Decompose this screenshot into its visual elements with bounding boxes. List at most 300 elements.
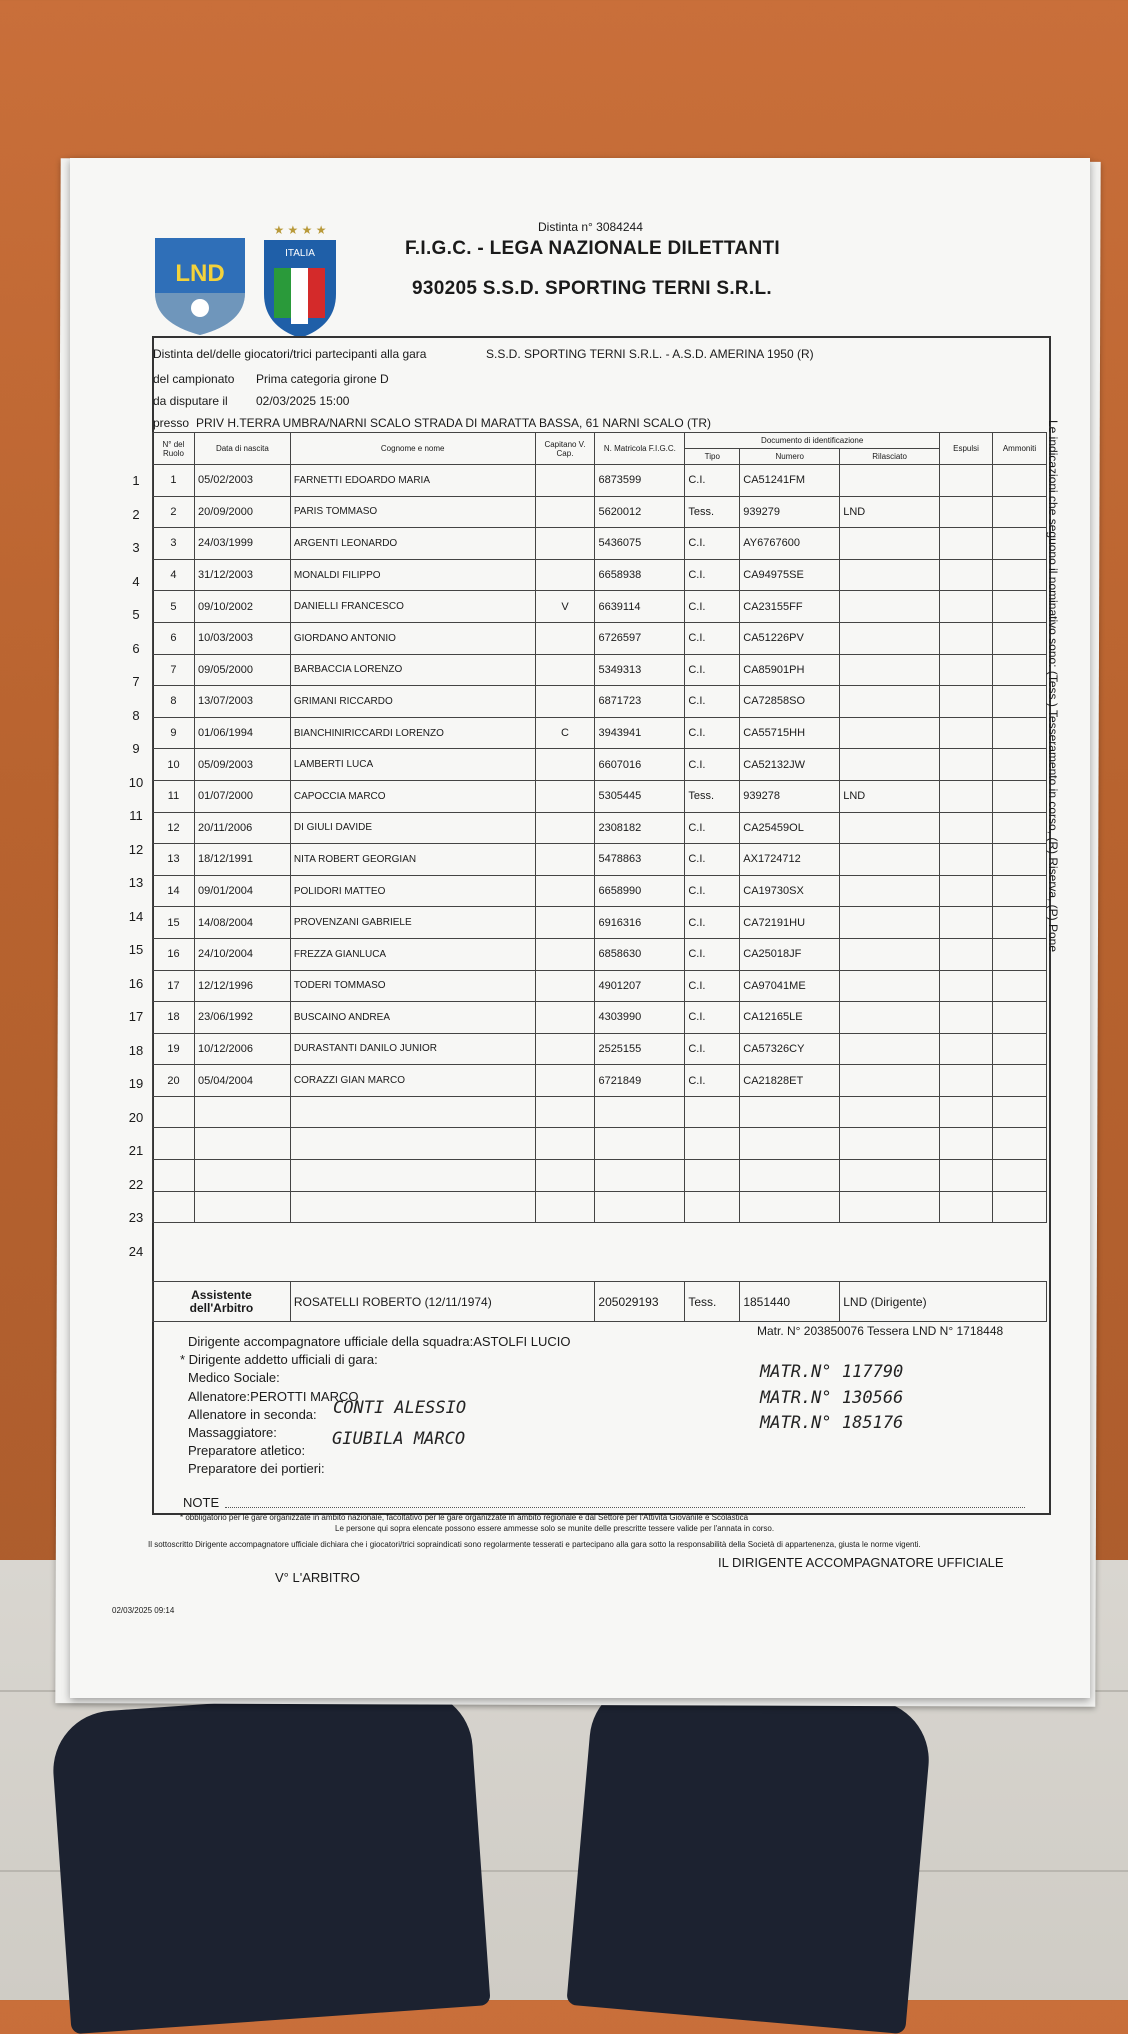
cell-n: 6 (153, 622, 195, 654)
empty-cell (740, 1191, 840, 1223)
col-documento: Documento di identificazione (685, 433, 940, 449)
margin-row-number: 19 (128, 1076, 144, 1091)
players-table (152, 432, 1047, 1223)
cell-birth: 12/12/1996 (194, 970, 290, 1002)
cell-cap (535, 465, 595, 497)
empty-cell (992, 1191, 1046, 1223)
margin-row-number: 5 (132, 607, 140, 622)
table-row (153, 559, 1047, 591)
cell-tipo: C.I. (685, 559, 740, 591)
empty-cell (194, 1096, 290, 1128)
cell-matr: 6639114 (595, 591, 685, 623)
cell-birth: 01/07/2000 (194, 780, 290, 812)
cell-name: CORAZZI GIAN MARCO (290, 1065, 535, 1097)
empty-cell (940, 1191, 993, 1223)
cell-doc: CA23155FF (740, 591, 840, 623)
cell-tipo: C.I. (685, 907, 740, 939)
table-row (153, 1160, 1047, 1192)
cell-cap (535, 528, 595, 560)
cell-tipo: C.I. (685, 1065, 740, 1097)
empty-cell (992, 844, 1046, 876)
empty-cell (685, 1096, 740, 1128)
empty-cell (940, 559, 993, 591)
margin-row-number: 14 (128, 908, 144, 924)
cell-ril (840, 907, 940, 939)
cell-cap (535, 875, 595, 907)
empty-cell (992, 780, 1046, 812)
footnote-1: * obbligatorio per le gare organizzate in ambito nazionale, facoltativo per le gare organizzate in ambito regionale e dal Settore per l'Attività Giovanile e Scolastica (180, 1513, 749, 1522)
cell-cap: C (535, 717, 595, 749)
preparatore-portieri-line: Preparatore dei portieri: (188, 1461, 325, 1476)
cell-birth: 20/11/2006 (194, 812, 290, 844)
cell-birth: 09/05/2000 (194, 654, 290, 686)
cell-name: BUSCAINO ANDREA (290, 1002, 535, 1034)
cell-tipo: C.I. (685, 654, 740, 686)
cell-ril (840, 591, 940, 623)
cell-birth: 10/12/2006 (194, 1033, 290, 1065)
margin-row-number: 16 (128, 975, 144, 991)
empty-cell (940, 1033, 993, 1065)
empty-cell (740, 1160, 840, 1192)
cell-doc: CA52132JW (740, 749, 840, 781)
date-value: 02/03/2025 15:00 (256, 394, 350, 408)
cell-cap: V (535, 591, 595, 623)
cell-birth: 13/07/2003 (194, 686, 290, 718)
empty-cell (940, 717, 993, 749)
margin-row-number: 2 (132, 506, 140, 522)
cell-n: 2 (153, 496, 195, 528)
empty-cell (194, 1160, 290, 1192)
empty-cell (290, 1128, 535, 1160)
note-label: NOTE (183, 1495, 220, 1510)
table-row (153, 591, 1047, 623)
cell-n: 11 (153, 780, 195, 812)
empty-cell (290, 1096, 535, 1128)
empty-cell (992, 528, 1046, 560)
empty-cell (940, 622, 993, 654)
declaration: Il sottoscritto Dirigente accompagnatore ufficiale dichiara che i giocatori/trici sopraindicati sono regolarmente tesserati e partecipano alla gara sotto la responsabilità della Società di appartenenza, giusta le norme vigenti. (148, 1540, 921, 1549)
cell-matr: 4901207 (595, 970, 685, 1002)
empty-cell (595, 1096, 685, 1128)
preparatore-atletico-label: Preparatore atletico: (188, 1443, 306, 1458)
empty-cell (290, 1160, 535, 1192)
margin-row-number: 11 (129, 808, 143, 823)
margin-row-number: 3 (132, 540, 140, 555)
empty-cell (992, 812, 1046, 844)
assistant-matricola: 205029193 (595, 1282, 685, 1322)
cell-doc: 939278 (740, 780, 840, 812)
empty-cell (992, 654, 1046, 686)
cell-name: PROVENZANI GABRIELE (290, 907, 535, 939)
cell-tipo: C.I. (685, 812, 740, 844)
cell-birth: 14/08/2004 (194, 907, 290, 939)
cell-tipo: Tess. (685, 780, 740, 812)
cell-matr: 6916316 (595, 907, 685, 939)
cell-ril (840, 1033, 940, 1065)
cell-n: 5 (153, 591, 195, 623)
empty-cell (740, 1096, 840, 1128)
margin-row-number: 9 (132, 741, 140, 756)
margin-row-number: 13 (128, 875, 144, 890)
table-row (153, 875, 1047, 907)
cell-name: CAPOCCIA MARCO (290, 780, 535, 812)
cell-matr: 6658938 (595, 559, 685, 591)
margin-row-number: 8 (132, 707, 140, 723)
cell-birth: 05/09/2003 (194, 749, 290, 781)
assistant-issued-by: LND (Dirigente) (840, 1282, 1047, 1322)
margin-row-number: 1 (132, 473, 140, 488)
table-row (153, 812, 1047, 844)
distinta-number: Distinta n° 3084244 (538, 220, 643, 234)
cell-name: LAMBERTI LUCA (290, 749, 535, 781)
empty-cell (535, 1160, 595, 1192)
table-row (153, 1128, 1047, 1160)
cell-doc: CA51226PV (740, 622, 840, 654)
empty-cell (940, 528, 993, 560)
cell-cap (535, 970, 595, 1002)
cell-ril (840, 717, 940, 749)
massaggiatore-line: Massaggiatore: (188, 1425, 277, 1440)
empty-cell (290, 1191, 535, 1223)
empty-cell (940, 844, 993, 876)
cell-matr: 5478863 (595, 844, 685, 876)
col-name: Cognome e nome (290, 433, 535, 465)
empty-cell (194, 1128, 290, 1160)
print-timestamp: 02/03/2025 09:14 (112, 1606, 175, 1615)
empty-cell (992, 1096, 1046, 1128)
table-row (153, 907, 1047, 939)
cell-doc: CA55715HH (740, 717, 840, 749)
cell-cap (535, 686, 595, 718)
empty-cell (840, 1160, 940, 1192)
empty-cell (992, 496, 1046, 528)
cell-ril (840, 1002, 940, 1034)
cell-n: 15 (153, 907, 195, 939)
cell-name: ARGENTI LEONARDO (290, 528, 535, 560)
cell-cap (535, 749, 595, 781)
cell-birth: 18/12/1991 (194, 844, 290, 876)
col-ammoniti: Ammoniti (992, 433, 1046, 465)
cell-doc: CA72858SO (740, 686, 840, 718)
figc-italia-logo (260, 222, 340, 345)
margin-row-number: 23 (128, 1210, 144, 1225)
championship-label: del campionato (153, 372, 235, 386)
cell-tipo: Tess. (685, 496, 740, 528)
cell-matr: 6607016 (595, 749, 685, 781)
cell-cap (535, 559, 595, 591)
assistant-row (153, 1282, 1047, 1322)
table-row (153, 970, 1047, 1002)
cell-birth: 09/01/2004 (194, 875, 290, 907)
table-row (153, 938, 1047, 970)
table-row (153, 1065, 1047, 1097)
cell-cap (535, 907, 595, 939)
empty-cell (595, 1191, 685, 1223)
handwritten-matricola-2: MATR.N° 130566 (760, 1388, 904, 1408)
cell-name: POLIDORI MATTEO (290, 875, 535, 907)
cell-ril (840, 938, 940, 970)
side-note: Le indicazioni che seguono il nominativo sono: (Tess.) Tesseramento in corso, (R) Riserva, (P) Pone (1046, 420, 1060, 953)
cell-birth: 20/09/2000 (194, 496, 290, 528)
cell-doc: CA19730SX (740, 875, 840, 907)
table-row (153, 1002, 1047, 1034)
match-label: Distinta del/delle giocatori/trici partecipanti alla gara (153, 347, 427, 361)
cell-doc: CA25459OL (740, 812, 840, 844)
empty-cell (940, 496, 993, 528)
cell-name: FREZZA GIANLUCA (290, 938, 535, 970)
empty-cell (992, 1128, 1046, 1160)
margin-row-number: 4 (132, 573, 140, 589)
empty-cell (940, 465, 993, 497)
col-rilasciato: Rilasciato (840, 449, 940, 465)
empty-cell (535, 1128, 595, 1160)
cell-doc: CA12165LE (740, 1002, 840, 1034)
venue-label: presso (153, 416, 190, 430)
cell-cap (535, 938, 595, 970)
cell-doc: CA21828ET (740, 1065, 840, 1097)
addetto-line: * Dirigente addetto ufficiali di gara: (180, 1352, 378, 1367)
cell-ril (840, 465, 940, 497)
cell-matr: 5436075 (595, 528, 685, 560)
empty-cell (153, 1128, 195, 1160)
cell-tipo: C.I. (685, 938, 740, 970)
table-row (153, 1033, 1047, 1065)
cell-doc: CA25018JF (740, 938, 840, 970)
dirigente-line: Dirigente accompagnatore ufficiale della squadra:ASTOLFI LUCIO (188, 1334, 571, 1349)
empty-cell (595, 1160, 685, 1192)
cell-birth: 05/02/2003 (194, 465, 290, 497)
federation-title: F.I.G.C. - LEGA NAZIONALE DILETTANTI (405, 238, 780, 259)
cell-birth: 31/12/2003 (194, 559, 290, 591)
cell-matr: 6726597 (595, 622, 685, 654)
empty-cell (940, 749, 993, 781)
cell-doc: CA72191HU (740, 907, 840, 939)
cell-name: PARIS TOMMASO (290, 496, 535, 528)
cell-name: TODERI TOMMASO (290, 970, 535, 1002)
cell-matr: 6721849 (595, 1065, 685, 1097)
cell-tipo: C.I. (685, 622, 740, 654)
table-row (153, 654, 1047, 686)
col-matricola: N. Matricola F.I.G.C. (595, 433, 685, 465)
cell-tipo: C.I. (685, 465, 740, 497)
cell-doc: CA57326CY (740, 1033, 840, 1065)
cell-ril (840, 654, 940, 686)
margin-row-number: 17 (128, 1009, 144, 1024)
table-row (153, 717, 1047, 749)
cell-n: 14 (153, 875, 195, 907)
empty-cell (940, 970, 993, 1002)
table-row (153, 622, 1047, 654)
cell-birth: 24/10/2004 (194, 938, 290, 970)
cell-tipo: C.I. (685, 717, 740, 749)
cell-ril (840, 844, 940, 876)
championship-value: Prima categoria girone D (256, 372, 389, 386)
handwritten-matricola-3: MATR.N° 185176 (760, 1413, 904, 1433)
cell-ril (840, 528, 940, 560)
table-row (153, 528, 1047, 560)
cell-ril (840, 749, 940, 781)
cell-n: 12 (153, 812, 195, 844)
empty-cell (940, 1160, 993, 1192)
empty-cell (535, 1191, 595, 1223)
cell-name: DURASTANTI DANILO JUNIOR (290, 1033, 535, 1065)
cell-name: DANIELLI FRANCESCO (290, 591, 535, 623)
cell-birth: 10/03/2003 (194, 622, 290, 654)
assistant-doc-number: 1851440 (740, 1282, 840, 1322)
cell-doc: CA97041ME (740, 970, 840, 1002)
empty-cell (535, 1096, 595, 1128)
empty-cell (992, 970, 1046, 1002)
cell-birth: 23/06/1992 (194, 1002, 290, 1034)
empty-cell (940, 875, 993, 907)
empty-cell (940, 686, 993, 718)
svg-text:★ ★ ★ ★: ★ ★ ★ ★ (273, 223, 327, 237)
cell-ril: LND (840, 496, 940, 528)
table-row (153, 1096, 1047, 1128)
table-row (153, 749, 1047, 781)
empty-cell (940, 1096, 993, 1128)
cell-cap (535, 1002, 595, 1034)
cell-ril (840, 686, 940, 718)
cell-n: 3 (153, 528, 195, 560)
cell-n: 16 (153, 938, 195, 970)
col-birth: Data di nascita (194, 433, 290, 465)
cell-matr: 5305445 (595, 780, 685, 812)
margin-row-number: 24 (128, 1243, 144, 1259)
cell-tipo: C.I. (685, 749, 740, 781)
cell-cap (535, 812, 595, 844)
cell-tipo: C.I. (685, 1002, 740, 1034)
empty-cell (992, 1002, 1046, 1034)
margin-row-number: 12 (128, 841, 144, 857)
cell-matr: 6873599 (595, 465, 685, 497)
empty-cell (940, 1065, 993, 1097)
margin-row-number: 22 (128, 1176, 144, 1192)
cell-ril (840, 970, 940, 1002)
empty-cell (992, 717, 1046, 749)
cell-matr: 6658990 (595, 875, 685, 907)
cell-doc: CA51241FM (740, 465, 840, 497)
margin-row-number: 18 (128, 1042, 144, 1058)
cell-cap (535, 1033, 595, 1065)
cell-birth: 05/04/2004 (194, 1065, 290, 1097)
cell-n: 19 (153, 1033, 195, 1065)
cell-tipo: C.I. (685, 528, 740, 560)
table-header-row (153, 433, 1047, 449)
empty-cell (940, 591, 993, 623)
table-row (153, 465, 1047, 497)
empty-cell (940, 654, 993, 686)
dirigente-signature-label: IL DIRIGENTE ACCOMPAGNATORE UFFICIALE (718, 1555, 1004, 1570)
empty-cell (940, 812, 993, 844)
cell-name: MONALDI FILIPPO (290, 559, 535, 591)
cell-matr: 3943941 (595, 717, 685, 749)
empty-cell (153, 1160, 195, 1192)
cell-cap (535, 496, 595, 528)
preparatore-atletico-handwritten: GIUBILA MARCO (332, 1429, 466, 1449)
empty-cell (992, 907, 1046, 939)
empty-cell (840, 1191, 940, 1223)
cell-tipo: C.I. (685, 970, 740, 1002)
empty-cell (940, 780, 993, 812)
cell-ril: LND (840, 780, 940, 812)
col-numero: Numero (740, 449, 840, 465)
assistant-table (152, 1281, 1047, 1322)
empty-cell (595, 1128, 685, 1160)
assistant-doc-type: Tess. (685, 1282, 740, 1322)
assistant-name: ROSATELLI ROBERTO (12/11/1974) (290, 1282, 595, 1322)
assistant-label: Assistente dell'Arbitro (153, 1282, 291, 1322)
cell-ril (840, 875, 940, 907)
empty-cell (685, 1191, 740, 1223)
cell-n: 13 (153, 844, 195, 876)
cell-ril (840, 1065, 940, 1097)
cell-n: 1 (153, 465, 195, 497)
match-value: S.S.D. SPORTING TERNI S.R.L. - A.S.D. AMERINA 1950 (R) (486, 347, 814, 361)
cell-name: BARBACCIA LORENZO (290, 654, 535, 686)
cell-tipo: C.I. (685, 844, 740, 876)
empty-cell (992, 622, 1046, 654)
cell-name: FARNETTI EDOARDO MARIA (290, 465, 535, 497)
margin-row-number: 10 (128, 774, 144, 790)
cell-doc: AY6767600 (740, 528, 840, 560)
empty-cell (685, 1160, 740, 1192)
cell-n: 17 (153, 970, 195, 1002)
empty-cell (740, 1128, 840, 1160)
empty-cell (685, 1128, 740, 1160)
cell-tipo: C.I. (685, 686, 740, 718)
empty-cell (940, 1002, 993, 1034)
cell-matr: 5349313 (595, 654, 685, 686)
empty-cell (840, 1096, 940, 1128)
cell-ril (840, 559, 940, 591)
cell-birth: 24/03/1999 (194, 528, 290, 560)
cell-cap (535, 622, 595, 654)
empty-cell (992, 686, 1046, 718)
cell-n: 20 (153, 1065, 195, 1097)
empty-cell (992, 591, 1046, 623)
cell-cap (535, 780, 595, 812)
cell-doc: 939279 (740, 496, 840, 528)
empty-cell (940, 1128, 993, 1160)
cell-doc: CA85901PH (740, 654, 840, 686)
empty-cell (940, 907, 993, 939)
medico-line: Medico Sociale: (188, 1370, 280, 1385)
table-row (153, 686, 1047, 718)
cell-tipo: C.I. (685, 591, 740, 623)
col-captain: Capitano V. Cap. (535, 433, 595, 465)
cell-tipo: C.I. (685, 875, 740, 907)
cell-matr: 4303990 (595, 1002, 685, 1034)
date-label: da disputare il (153, 394, 228, 408)
empty-cell (992, 1160, 1046, 1192)
empty-cell (992, 875, 1046, 907)
margin-row-number: 6 (132, 640, 140, 656)
lnd-logo (150, 233, 250, 343)
cell-name: GIORDANO ANTONIO (290, 622, 535, 654)
svg-text:LND: LND (175, 260, 225, 287)
allenatore-line: Allenatore:PEROTTI MARCO (188, 1389, 359, 1404)
dirigente-matricola: Matr. N° 203850076 Tessera LND N° 1718448 (757, 1324, 1004, 1338)
arbitro-signature-label: V° L'ARBITRO (275, 1570, 360, 1585)
empty-cell (992, 465, 1046, 497)
venue-value: PRIV H.TERRA UMBRA/NARNI SCALO STRADA DI MARATTA BASSA, 61 NARNI SCALO (TR) (196, 416, 711, 430)
margin-row-number: 20 (128, 1109, 144, 1125)
cell-n: 10 (153, 749, 195, 781)
empty-cell (840, 1128, 940, 1160)
empty-cell (992, 1033, 1046, 1065)
cell-ril (840, 622, 940, 654)
